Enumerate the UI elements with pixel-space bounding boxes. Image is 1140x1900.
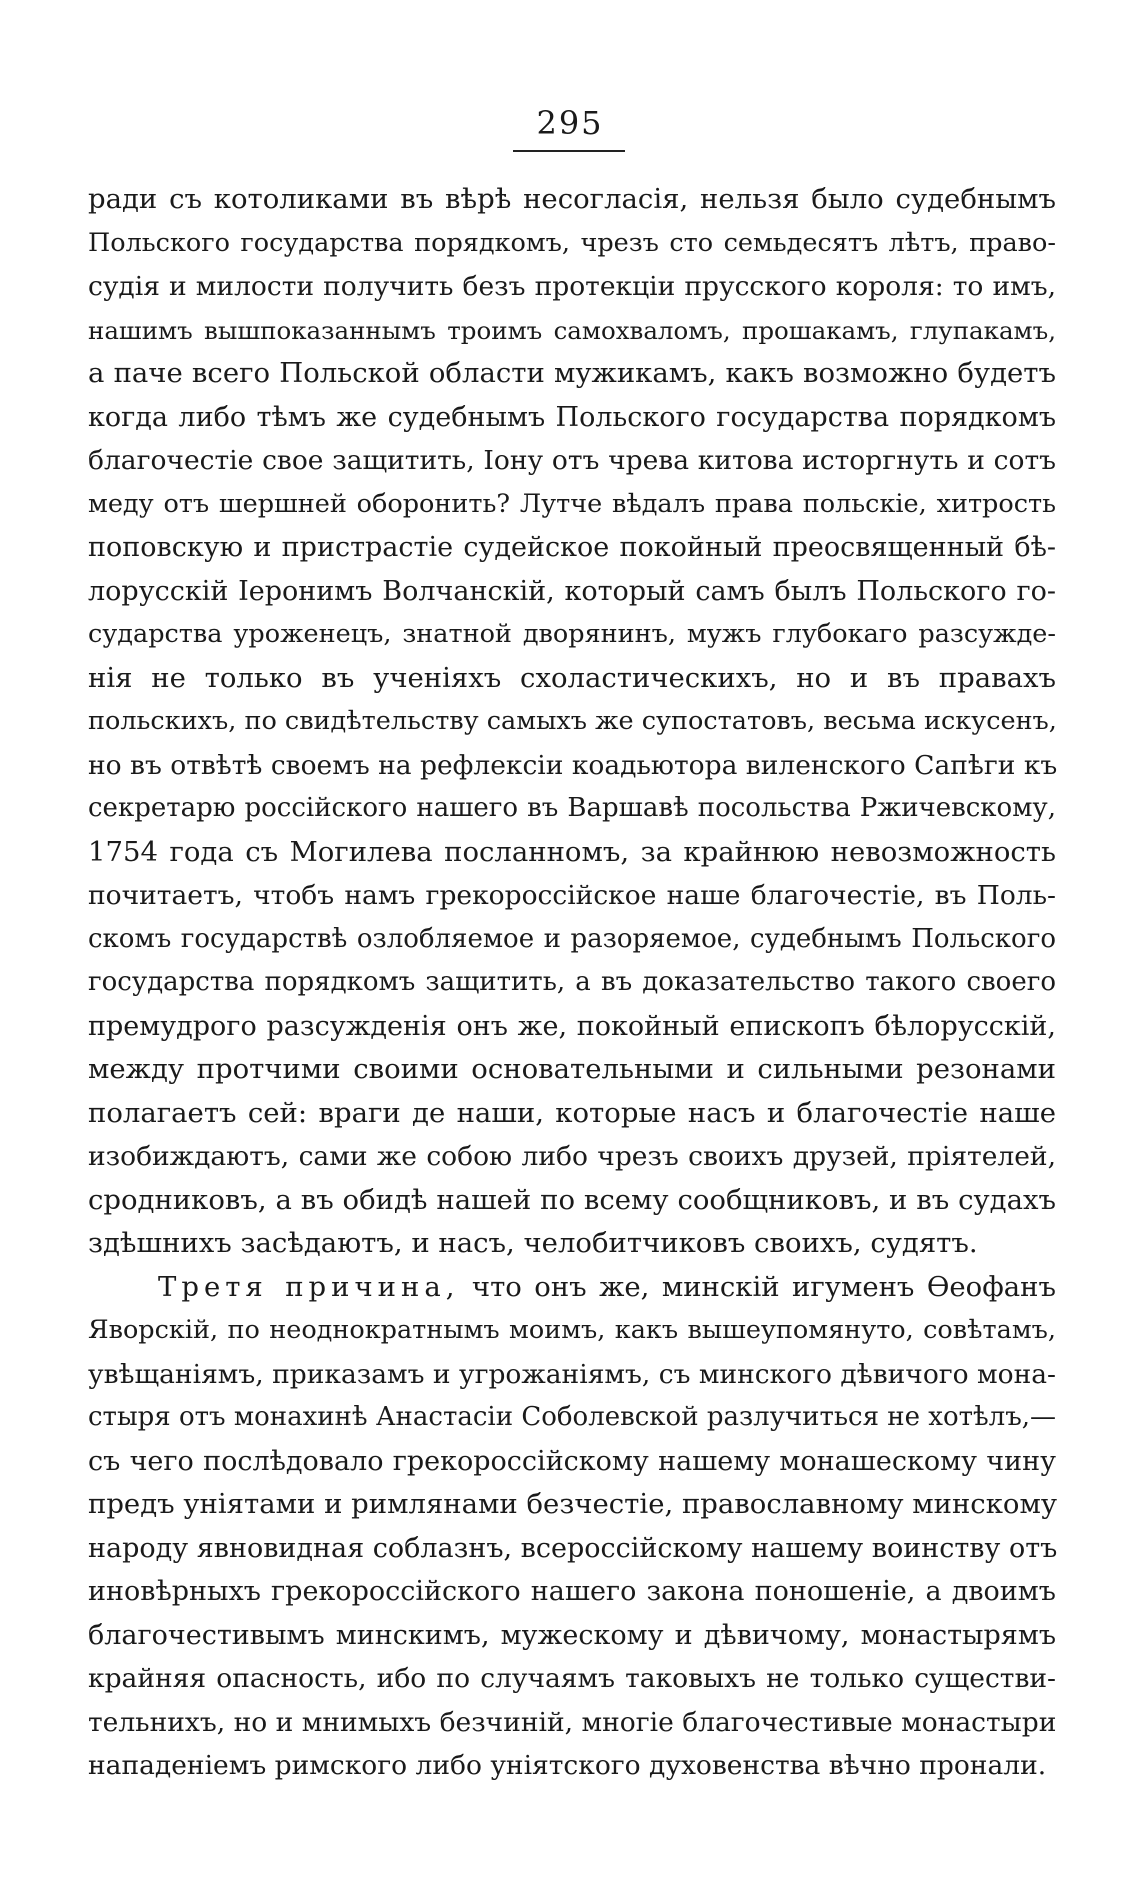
text-line: лорусскій Іеронимъ Волчанскій, который самъ былъ Польского го- — [88, 575, 1056, 607]
spaced-lead-phrase: Третя причина, — [158, 1270, 460, 1303]
text-line: сударства уроженецъ, знатной дворянинъ, мужъ глубокаго разсужде- — [88, 619, 1056, 649]
text-line: Яворскій, по неоднократнымъ моимъ, какъ вышеупомянуто, совѣтамъ, — [88, 1315, 1056, 1345]
text-line: меду отъ шершней оборонить? Лутче вѣдалъ права польскіе, хитрость — [88, 488, 1056, 519]
text-line: нападеніемъ римского либо уніятского духовенства вѣчно пронали. — [88, 1750, 1047, 1781]
text-line: народу явновидная соблазнъ, всероссійскому нашему воинству отъ — [88, 1532, 1058, 1564]
text-line: нія не только въ ученіяхъ схоластическихъ, но и въ правахъ — [88, 661, 1056, 694]
text-line: секретарю россійского нашего въ Варшавѣ посольства Ржичевскому, — [88, 793, 1056, 823]
text-line: но въ отвѣтѣ своемъ на рефлексіи коадьютора виленского Сапѣги къ — [88, 749, 1058, 781]
text-line: государства порядкомъ защитить, а въ доказательство такого своего — [88, 967, 1056, 997]
text-line: Польского государства порядкомъ, чрезъ сто семьдесятъ лѣтъ, право- — [88, 227, 1056, 258]
text-line: крайняя опасность, ибо по случаямъ таковыхъ не только существи- — [88, 1663, 1056, 1694]
text-line: скомъ государствѣ озлобляемое и разоряемое, судебнымъ Польского — [88, 923, 1056, 954]
text-line: нашимъ вышпоказаннымъ троимъ самохваломъ, прошакамъ, глупакамъ, — [88, 315, 1056, 345]
text-line: предъ уніятами и римлянами безчестіе, православному минскому — [88, 1488, 1058, 1520]
paragraph-2 — [88, 1266, 1056, 1788]
text-line: съ чего послѣдовало грекороссійскому нашему монашескому чину — [88, 1445, 1056, 1477]
body-text — [88, 178, 1056, 1788]
text-line: поповскую и пристрастіе судейское покойный преосвященный бѣ- — [88, 532, 1056, 563]
text-line: польскихъ, по свидѣтельству самыхъ же супостатовъ, весьма искусенъ, — [88, 706, 1057, 736]
text-line: почитаетъ, чтобъ намъ грекороссійское наше благочестіе, въ Поль- — [88, 880, 1056, 911]
paragraph-2-first-line — [88, 1266, 1056, 1310]
text-line: полагаетъ сей: враги де наши, которые насъ и благочестіе наше — [88, 1096, 1056, 1129]
text-line: благочестивымъ минскимъ, мужескому и дѣвичому, монастырямъ — [88, 1619, 1056, 1651]
text-line: здѣшнихъ засѣдаютъ, и насъ, челобитчиковъ своихъ, судятъ. — [88, 1227, 978, 1259]
text-line: стыря отъ монахинѣ Анастасіи Соболевской разлучиться не хотѣлъ,— — [88, 1402, 1056, 1432]
text-line: иновѣрныхъ грекороссійского нашего закона поношеніе, а двоимъ — [88, 1576, 1056, 1607]
text-line: увѣщаніямъ, приказамъ и угрожаніямъ, съ минского дѣвичого мона- — [88, 1358, 1057, 1390]
text-line: премудрого разсужденія онъ же, покойный епископъ бѣлорусскій, — [88, 1010, 1056, 1042]
text-line: когда либо тѣмъ же судебнымъ Польского государства порядкомъ — [88, 401, 1056, 433]
page-number: 295 — [536, 104, 604, 142]
text-line: изобиждаютъ, сами же собою либо чрезъ своихъ друзей, пріятелей, — [88, 1141, 1056, 1172]
text-line: благочестіе свое защитить, Іону отъ чрева китова исторгнуть и сотъ — [88, 445, 1056, 476]
paragraph-1 — [88, 178, 1056, 1266]
text-line: ради съ котоликами въ вѣрѣ несогласія, нельзя было судебнымъ — [88, 183, 1056, 215]
text-line: сродниковъ, а въ обидѣ нашей по всему сообщниковъ, и въ судахъ — [88, 1183, 1056, 1216]
text-line: а паче всего Польской области мужикамъ, какъ возможно будетъ — [88, 357, 1056, 389]
text-line: 1754 года съ Могилева посланномъ, за крайнюю невозможность — [88, 835, 1056, 868]
first-line-rest: что онъ же, минскій игуменъ Ѳеофанъ — [471, 1270, 1056, 1303]
text-line: тельнихъ, но и мнимыхъ безчиній, многіе благочестивые монастыри — [88, 1706, 1057, 1738]
page-number-underline — [513, 150, 625, 152]
text-line: между протчими своими основательными и сильными резонами — [88, 1053, 1056, 1085]
text-line: судія и милости получить безъ протекціи прусского короля: то имъ, — [88, 271, 1056, 302]
